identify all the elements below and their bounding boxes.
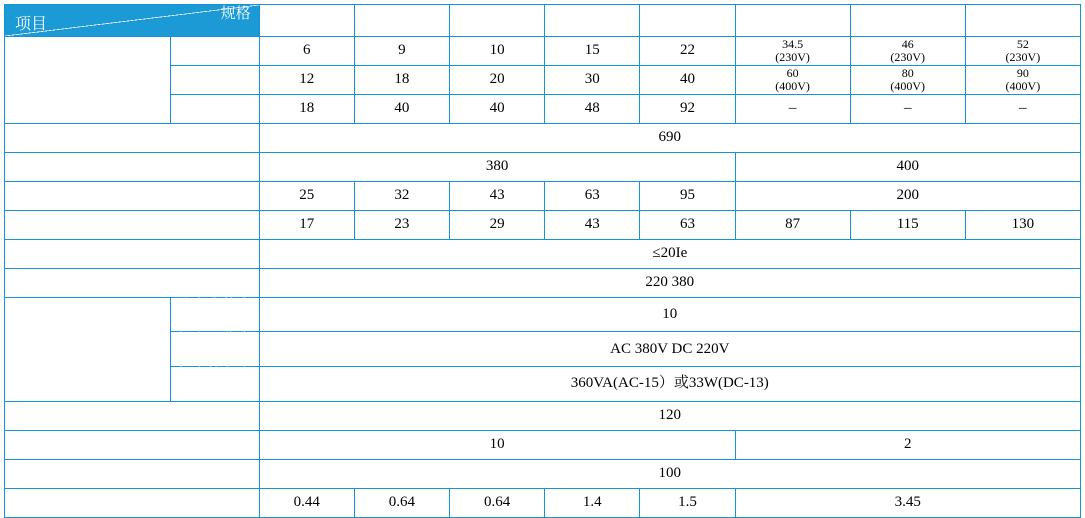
- model-name-line2: –150: [893, 20, 922, 36]
- model-name-line2: –63: [581, 20, 603, 36]
- cell-value: 690: [259, 123, 1080, 152]
- cell-value: 23: [354, 210, 449, 239]
- row-label: 控制电源电压Us V: [5, 268, 260, 297]
- cell-value: 40: [640, 65, 735, 94]
- row-electrical-life: [5, 430, 1081, 459]
- cell-value: 115: [850, 210, 965, 239]
- row-label: 约定自由空气发热电流Ith A: [5, 181, 260, 210]
- capacitor-row-220v: [5, 36, 1081, 65]
- voltage-label-380v: 380V: [171, 65, 260, 94]
- model-name-line2: –43: [486, 20, 508, 36]
- corner-row-label: 项目: [15, 15, 48, 33]
- cell-value: 40: [449, 94, 544, 123]
- model-name-line1: CJ19: [387, 5, 417, 20]
- cell-value: 10: [449, 36, 544, 65]
- cell-value: 90 (400V): [965, 65, 1080, 94]
- model-name-line2: –25: [296, 20, 318, 36]
- mech-life-label-pre: 机械寿命10: [84, 466, 160, 483]
- row-label: [5, 430, 260, 459]
- cell-value: 63: [545, 181, 640, 210]
- cell-value: 200: [735, 181, 1080, 210]
- cell-value: 48: [545, 94, 640, 123]
- cell-value: –: [850, 94, 965, 123]
- model-header-cell: [545, 5, 640, 37]
- model-name-line2: –95: [676, 20, 698, 36]
- model-name-line1: CJ19: [292, 5, 322, 20]
- cell-value: 6: [259, 36, 354, 65]
- cell-value: 3.45: [735, 488, 1080, 517]
- row-mechanical-life: [5, 459, 1081, 488]
- cell-value: 34.5 (230V): [735, 36, 850, 65]
- elec-life-label-pre: 电寿命10: [92, 437, 153, 454]
- cell-value: 18: [259, 94, 354, 123]
- cell-value: 63: [640, 210, 735, 239]
- cell-value: 29: [449, 210, 544, 239]
- cell-value: 22: [640, 36, 735, 65]
- cell-value: 120: [259, 401, 1080, 430]
- specification-table: [4, 4, 1081, 518]
- cell-value: –: [965, 94, 1080, 123]
- model-name-line1: CJ19: [1008, 5, 1038, 20]
- row-label: 额定工作电压Ue V: [171, 332, 260, 367]
- cell-value: 30: [545, 65, 640, 94]
- cell-value: 2: [735, 430, 1080, 459]
- model-name-line1: CJ19: [673, 5, 702, 20]
- cell-value: 380: [259, 152, 735, 181]
- cell-value: 40: [354, 94, 449, 123]
- row-rated-operating-voltage: [5, 152, 1081, 181]
- aux-label-line2: 触头: [72, 349, 103, 366]
- model-header-cell: [354, 5, 449, 37]
- mech-life-label-sup: 4: [159, 464, 165, 475]
- cell-value: 0.44: [259, 488, 354, 517]
- cell-value: 43: [545, 210, 640, 239]
- capacitor-label-line2: 容量Qe kvar: [48, 79, 127, 96]
- corner-header-cell: [5, 5, 260, 37]
- model-name-line1: CJ19: [482, 5, 512, 20]
- cell-value: 17: [259, 210, 354, 239]
- row-label: 额定控制容量: [171, 366, 260, 401]
- model-name-line2: –170: [1008, 20, 1037, 36]
- capacitor-label-line1: 可控制电容器: [42, 63, 133, 80]
- cell-value: 80 (400V): [850, 65, 965, 94]
- row-operating-frequency: [5, 401, 1081, 430]
- voltage-label-630v: 630V: [171, 94, 260, 123]
- aux-contacts-label: [5, 297, 171, 401]
- cell-value: 25: [259, 181, 354, 210]
- cell-value: 52 (230V): [965, 36, 1080, 65]
- model-header-cell: [965, 5, 1080, 37]
- cell-value: 1.4: [545, 488, 640, 517]
- cell-value: 360VA(AC-15）或33W(DC-13): [259, 366, 1080, 401]
- mech-life-label-post: 次: [164, 466, 180, 483]
- voltage-label-220v: 220V: [171, 36, 260, 65]
- model-name-line1: CJ19: [893, 5, 923, 20]
- cell-value: 60 (400V): [735, 65, 850, 94]
- row-label: 额定绝缘电压Ui V: [5, 123, 260, 152]
- cell-value: 0.64: [449, 488, 544, 517]
- cell-value: 10: [259, 430, 735, 459]
- spec-sheet: [0, 4, 1085, 511]
- model-header-cell: [850, 5, 965, 37]
- row-label: 约定发热电流Ith A: [171, 297, 260, 332]
- cell-value: –: [735, 94, 850, 123]
- row-conventional-thermal-current: [5, 181, 1081, 210]
- cell-value: 15: [545, 36, 640, 65]
- cell-value: 9: [354, 36, 449, 65]
- model-name-line1: CJ19: [577, 5, 607, 20]
- elec-life-label-sup: 4: [152, 435, 157, 446]
- table-header-row: [5, 5, 1081, 37]
- row-label: 抑制涌流能力: [5, 239, 260, 268]
- row-rated-insulation-voltage: [5, 123, 1081, 152]
- row-label: 额定工作电流 Ie A: [5, 210, 260, 239]
- model-header-cell: [449, 5, 544, 37]
- elec-life-label-post: 次: [156, 437, 172, 454]
- row-aux-thermal-current: [5, 297, 1081, 332]
- row-rated-operating-current: [5, 210, 1081, 239]
- cell-value: 400: [735, 152, 1080, 181]
- row-label: 操作频率 次/h: [5, 401, 260, 430]
- cell-value: 32: [354, 181, 449, 210]
- capacitor-group-label: [5, 36, 171, 123]
- model-name-line1: CJ19: [778, 5, 807, 20]
- cell-value: ≤20Ie: [259, 239, 1080, 268]
- cell-value: 12: [259, 65, 354, 94]
- row-label: 额定工作电压Ue V: [5, 152, 260, 181]
- cell-value: 130: [965, 210, 1080, 239]
- cell-value: 100: [259, 459, 1080, 488]
- cell-value: 95: [640, 181, 735, 210]
- cell-value: 18: [354, 65, 449, 94]
- model-header-cell: [640, 5, 735, 37]
- model-name-line2: –115: [778, 20, 807, 36]
- cell-value: AC 380V DC 220V: [259, 332, 1080, 367]
- cell-value: 10: [259, 297, 1080, 332]
- cell-value: 220 380: [259, 268, 1080, 297]
- model-header-cell: [735, 5, 850, 37]
- cell-value: 87: [735, 210, 850, 239]
- row-control-supply-voltage: [5, 268, 1081, 297]
- cell-value: 20: [449, 65, 544, 94]
- aux-label-line1: 辅助: [72, 332, 103, 349]
- row-label: 重量 kg: [5, 488, 260, 517]
- row-label: [5, 459, 260, 488]
- cell-value: 0.64: [354, 488, 449, 517]
- model-name-line2: –32: [391, 20, 413, 36]
- row-weight: [5, 488, 1081, 517]
- corner-col-label: 规格: [220, 6, 251, 22]
- cell-value: 92: [640, 94, 735, 123]
- cell-value: 46 (230V): [850, 36, 965, 65]
- row-inrush-suppression: [5, 239, 1081, 268]
- model-header-cell: [259, 5, 354, 37]
- cell-value: 1.5: [640, 488, 735, 517]
- cell-value: 43: [449, 181, 544, 210]
